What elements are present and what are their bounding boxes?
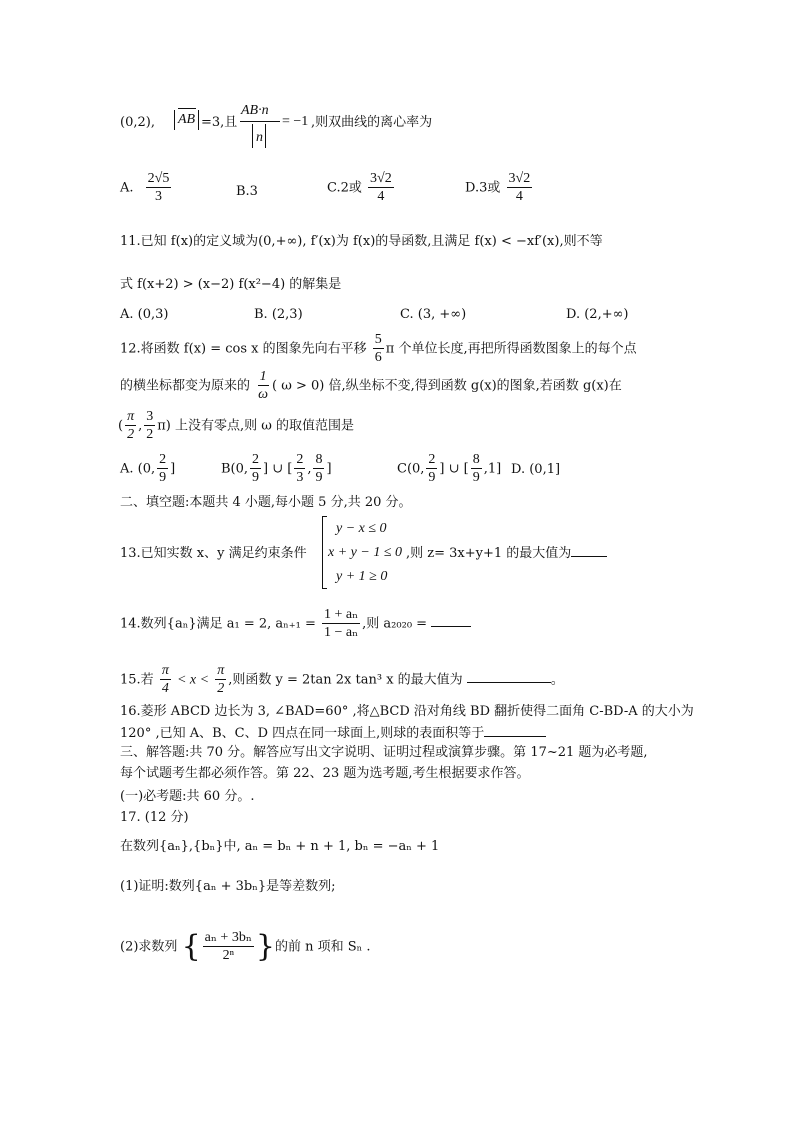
q17-title: 17. (12 分) <box>120 810 189 825</box>
q13-constraint-3: y + 1 ≥ 0 <box>336 569 388 584</box>
q12-option-a: A. (0, $\frac{2}{9}$ ] <box>120 452 176 486</box>
q11-option-b: B. (2,3) <box>254 307 303 322</box>
q14-line: 14.数列{aₙ}满足 a₁ = 2, aₙ₊₁ = $\frac{\text{1 + aₙ}}{\text{1 − aₙ}}$ ,则 a₂₀₂₀ = <box>120 607 471 641</box>
q16-line2: 120° ,已知 A、B、C、D 四点在同一球面上,则球的表面积等于 <box>120 727 546 740</box>
q11-option-c: C. (3, +∞) <box>400 307 467 322</box>
section3-line2: 每个试题考生都必须作答。第 22、23 题为选考题,考生根据要求作答。 <box>120 766 530 781</box>
q12-option-d: D. (0,1] <box>511 462 561 477</box>
answer-blank <box>467 682 551 683</box>
q13-post: ,则 z= 3x+y+1 的最大值为 <box>406 547 607 560</box>
answer-blank <box>571 556 607 557</box>
q11-line2: 式 f(x+2) > (x−2) f(x²−4) 的解集是 <box>120 277 342 292</box>
answer-blank <box>431 626 471 627</box>
q11-option-d: D. (2,+∞) <box>566 307 629 322</box>
q17-part1: (1)证明:数列{aₙ + 3bₙ}是等差数列; <box>120 879 336 894</box>
constraint-brace <box>322 516 323 588</box>
q10-prefix: (0,2), <box>120 115 155 130</box>
q10-den-bar-right <box>265 124 266 148</box>
q10-eq-minus1: = −1 <box>282 114 309 129</box>
q10-tail: ,则双曲线的离心率为 <box>311 115 433 130</box>
section3-line1: 三、解答题:共 70 分。解答应写出文字说明、证明过程或演算步骤。第 17~21 题为必考题, <box>120 745 648 760</box>
q10-option-d: D.3或 $\frac{3√2}{4}$ <box>465 171 531 205</box>
q12-line1: 12.将函数 f(x) = cos x 的图象先向右平移 $\frac{5}{6}$ π 个单位长度,再把所得函数图象上的每个点 <box>120 332 637 366</box>
q13-constraint-2: x + y − 1 ≤ 0 <box>328 545 403 560</box>
q10-eq3: =3,且 <box>201 115 238 130</box>
q13-constraint-1: y − x ≤ 0 <box>336 521 387 536</box>
required-part-heading: (一)必考题:共 60 分。. <box>120 789 255 804</box>
q10-abs: AB <box>178 112 196 127</box>
answer-blank <box>484 736 546 737</box>
q11-line1: 11.已知 f(x)的定义域为(0,+∞), f′(x)为 f(x)的导函数,且满足 f(x) < −xf′(x),则不等 <box>120 234 603 249</box>
vector-arrow <box>178 108 196 109</box>
q15-line: 15.若 $\frac{\pi}{4}$ < x < $\frac{\pi}{2}$ ,则函数 y = 2tan 2x tan³ x 的最大值为 。 <box>120 663 564 697</box>
q12-line3: ( $\frac{\pi}{2}$ , $\frac{3}{2}$ π) 上没有零点,则 ω 的取值范围是 <box>118 409 354 443</box>
q12-line2: 的横坐标都变为原来的 $\frac{1}{\omega}$ ( ω > 0) 倍,纵坐标不变,得到函数 g(x)的图象,若函数 g(x)在 <box>120 369 622 403</box>
section2-heading: 二、填空题:本题共 4 小题,每小题 5 分,共 20 分。 <box>120 495 412 510</box>
q10-frac-num: AB·n <box>241 103 269 118</box>
q13-pre: 13.已知实数 x、y 满足约束条件 <box>120 546 307 561</box>
q17-part2: (2)求数列 { $\frac{\text{aₙ + 3bₙ}}{\text{2ⁿ}}$ }的前 n 项和 Sₙ . <box>120 928 371 964</box>
q10-frac-den: n <box>256 130 263 145</box>
abs-bar-left <box>174 110 175 130</box>
q12-option-b: B(0, $\frac{2}{9}$ ] ∪ [ $\frac{2}{3}$ , $\frac{8}{9}$ ] <box>221 452 332 486</box>
q10-den-bar-left <box>252 124 253 148</box>
q16-line1: 16.菱形 ABCD 边长为 3, ∠BAD=60° ,将△BCD 沿对角线 BD 翻折使得二面角 C-BD-A 的大小为 <box>120 704 694 719</box>
q11-option-a: A. (0,3) <box>120 307 169 322</box>
abs-bar-right <box>198 110 199 130</box>
q17-stem: 在数列{aₙ},{bₙ}中, aₙ = bₙ + n + 1, bₙ = −aₙ + 1 <box>120 839 440 854</box>
q12-option-c: C(0, $\frac{2}{9}$ ] ∪ [ $\frac{8}{9}$ ,1] <box>397 452 502 486</box>
q10-frac-bar <box>240 121 280 122</box>
q10-option-a: A. $\frac{2√5}{3}$ <box>120 171 170 205</box>
q10-option-b: B.3 <box>236 184 258 199</box>
q10-line <box>120 116 155 129</box>
q10-option-c: C.2或 $\frac{3√2}{4}$ <box>327 171 392 205</box>
